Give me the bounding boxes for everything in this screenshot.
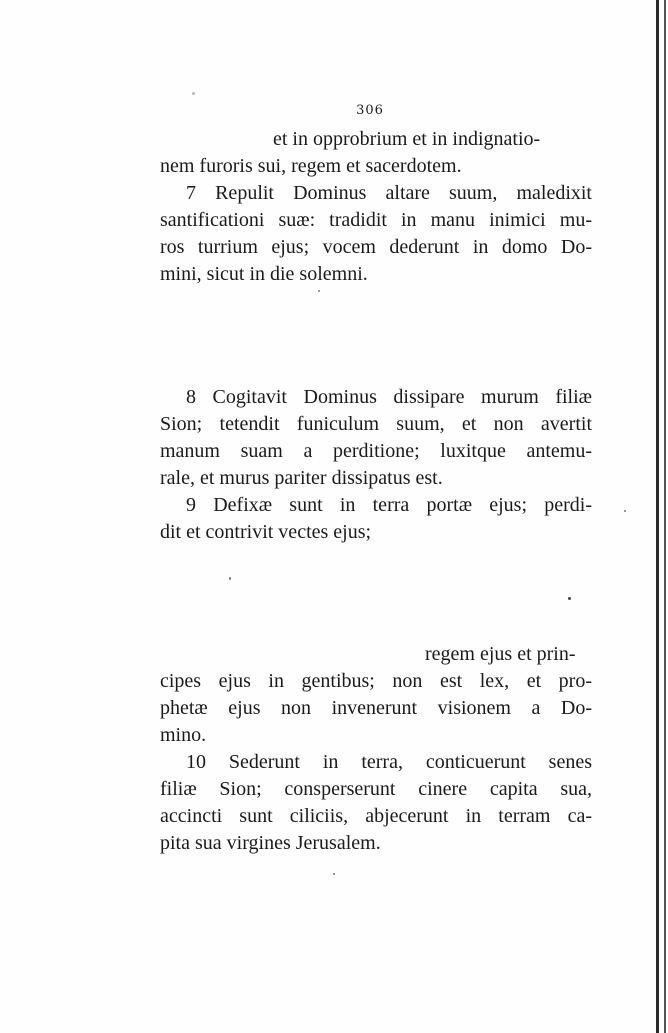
- verse-9-continuation-line: mino.: [160, 724, 207, 746]
- verse-8-line: manum suam a perditione; luxitque antemu-: [160, 440, 592, 462]
- paper-speck: [568, 597, 571, 600]
- verse-7-line: 7 Repulit Dominus altare suum, maledixit: [186, 182, 592, 204]
- verse-8-line: Sion; tetendit funiculum suum, et non avertit: [160, 413, 592, 435]
- page-edge-shadow: [656, 0, 659, 1033]
- paper-speck: [333, 873, 335, 875]
- verse-9-continuation-line: cipes ejus in gentibus; non est lex, et pro-: [160, 670, 592, 692]
- verse-9-line: dit et contrivit vectes ejus;: [160, 521, 372, 543]
- paper-speck: [318, 290, 320, 292]
- verse-10-line: pita sua virgines Jerusalem.: [160, 832, 381, 854]
- text-line: et in opprobrium et in indignatio-: [273, 128, 541, 150]
- verse-7-line: ros turrium ejus; vocem dederunt in domo Do-: [160, 236, 592, 258]
- page-edge-line: [664, 0, 666, 1033]
- verse-9-continuation-line: phetæ ejus non invenerunt visionem a Do-: [160, 697, 592, 719]
- paper-speck: [624, 510, 626, 512]
- verse-8-line: 8 Cogitavit Dominus dissipare murum filiæ: [186, 386, 592, 408]
- verse-7-line: santificationi suæ: tradidit in manu inimici mu-: [160, 209, 592, 231]
- verse-10-line: accincti sunt ciliciis, abjecerunt in terram ca-: [160, 805, 592, 827]
- verse-8-line: rale, et murus pariter dissipatus est.: [160, 467, 443, 489]
- paper-speck: [192, 92, 195, 95]
- verse-9-line: 9 Defixæ sunt in terra portæ ejus; perdi-: [186, 494, 592, 516]
- verse-10-line: filiæ Sion; consperserunt cinere capita sua,: [160, 778, 592, 800]
- page-number: 306: [356, 103, 384, 118]
- paper-speck: [229, 577, 231, 580]
- verse-10-line: 10 Sederunt in terra, conticuerunt senes: [186, 751, 592, 773]
- verse-7-line: mini, sicut in die solemni.: [160, 263, 368, 285]
- verse-9-continuation-line: regem ejus et prin-: [425, 643, 576, 665]
- text-line: nem furoris sui, regem et sacerdotem.: [160, 155, 462, 177]
